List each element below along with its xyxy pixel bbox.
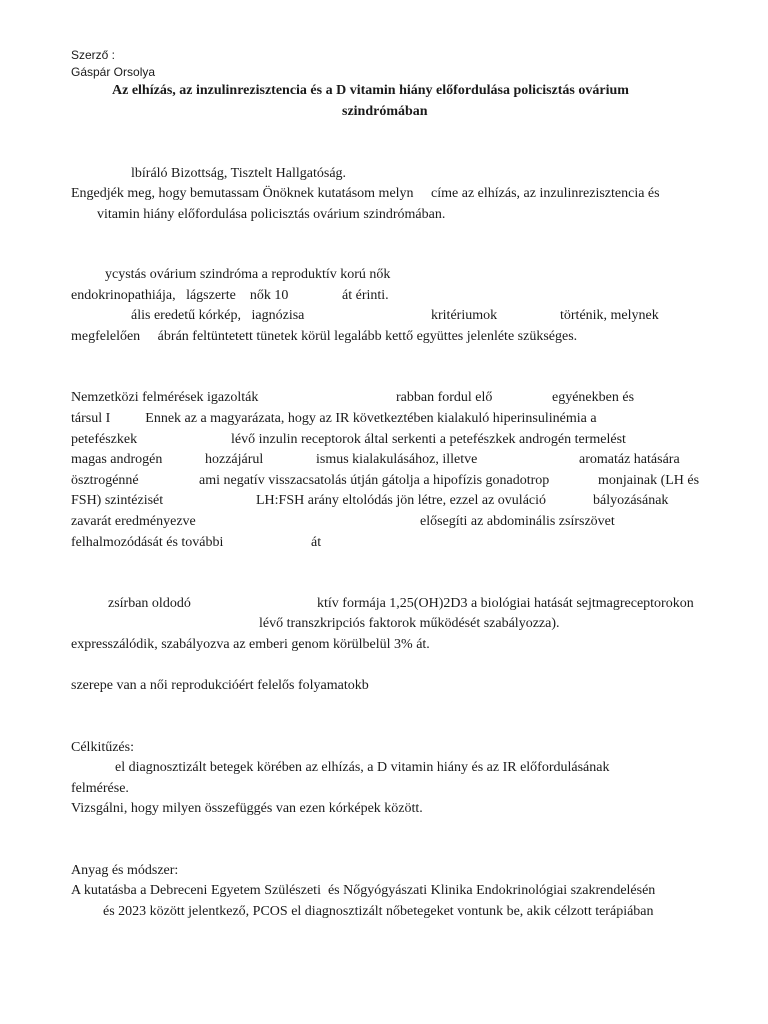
aims-heading: Célkitűzés: [71,740,134,755]
text-line: lévő transzkripciós faktorok működését szabályozza). [259,616,560,631]
intro-line: vitamin hiány előfordulása policisztás ovárium szindrómában. [97,207,446,222]
text-line: zsírban oldodó [108,596,191,611]
text-line: kritériumok [431,308,498,323]
text-line: Vizsgálni, hogy milyen összefüggés van ezen kórképek között. [71,801,423,816]
author-label: Szerző : [71,48,116,62]
text-line: hozzájárul [205,452,264,467]
text-line: expresszálódik, szabályozva az emberi genom körülbelül 3% át. [71,637,430,652]
author-name: Gáspár Orsolya [71,65,156,79]
text-line: FSH) szintézisét [71,493,164,508]
text-line: aromatáz hatására [579,452,680,467]
text-line: rabban fordul elő [396,390,493,405]
text-line: ycystás ovárium szindróma a reproduktív korú nők [105,267,391,282]
text-line: bályozásának [593,493,669,508]
text-line: ismus kialakulásához, illetve [316,452,478,467]
text-line: Nemzetközi felmérések igazolták [71,390,259,405]
text-line: megfelelően ábrán feltüntetett tünetek körül legalább kettő együttes jelenléte szükséges. [71,329,578,344]
text-line: át érinti. [342,288,389,303]
text-line: A kutatásba a Debreceni Egyetem Szülészeti és Nőgyógyászati Klinika Endokrinológiai szakrendelésén [71,883,656,898]
text-line: társul I Ennek az a magyarázata, hogy az IR következtében kialakuló hiperinsulinémia a [71,411,597,426]
text-line: magas androgén [71,452,163,467]
text-line: egyénekben és [552,390,635,405]
text-line: lévő inzulin receptorok által serkenti a petefészkek androgén termelést [231,432,626,447]
text-line: ktív formája 1,25(OH)2D3 a biológiai hatását sejtmagreceptorokon [317,596,694,611]
text-line: el diagnosztizált betegek körében az elhízás, a D vitamin hiány és az IR előfordulásának [115,760,610,775]
text-line: elősegíti az abdominális zsírszövet [420,514,615,529]
text-line: petefészkek [71,432,138,447]
methods-heading: Anyag és módszer: [71,863,179,878]
intro-line: Engedjék meg, hogy bemutassam Önöknek kutatásom melyn címe az elhízás, az inzulinrezisztencia és [71,186,660,201]
text-line: és 2023 között jelentkező, PCOS el diagnosztizált nőbetegeket vontunk be, akik célzott terápiában [103,904,654,919]
text-line: ális eredetű kórkép, iagnózisa [131,308,305,323]
text-line: zavarát eredményezve [71,514,196,529]
text-line: történik, melynek [560,308,659,323]
text-line: monjainak (LH és [598,473,700,488]
text-line: LH:FSH arány eltolódás jön létre, ezzel az ovuláció [256,493,547,508]
intro-line: lbíráló Bizottság, Tisztelt Hallgatóság. [131,166,347,181]
text-line: ami negatív visszacsatolás útján gátolja a hipofízis gonadotrop [199,473,550,488]
document-title: Az elhízás, az inzulinrezisztencia és a D vitamin hiány előfordulása policisztás ovárium [112,83,629,98]
text-line: felhalmozódását és további [71,535,224,550]
text-line: endokrinopathiája, lágszerte nők 10 [71,288,289,303]
text-line: szerepe van a női reprodukcióért felelős folyamatokb [71,678,369,693]
document-title-line2: szindrómában [342,104,428,119]
text-line: át [311,535,322,550]
text-line: felmérése. [71,781,129,796]
text-line: ösztrogénné [71,473,139,488]
